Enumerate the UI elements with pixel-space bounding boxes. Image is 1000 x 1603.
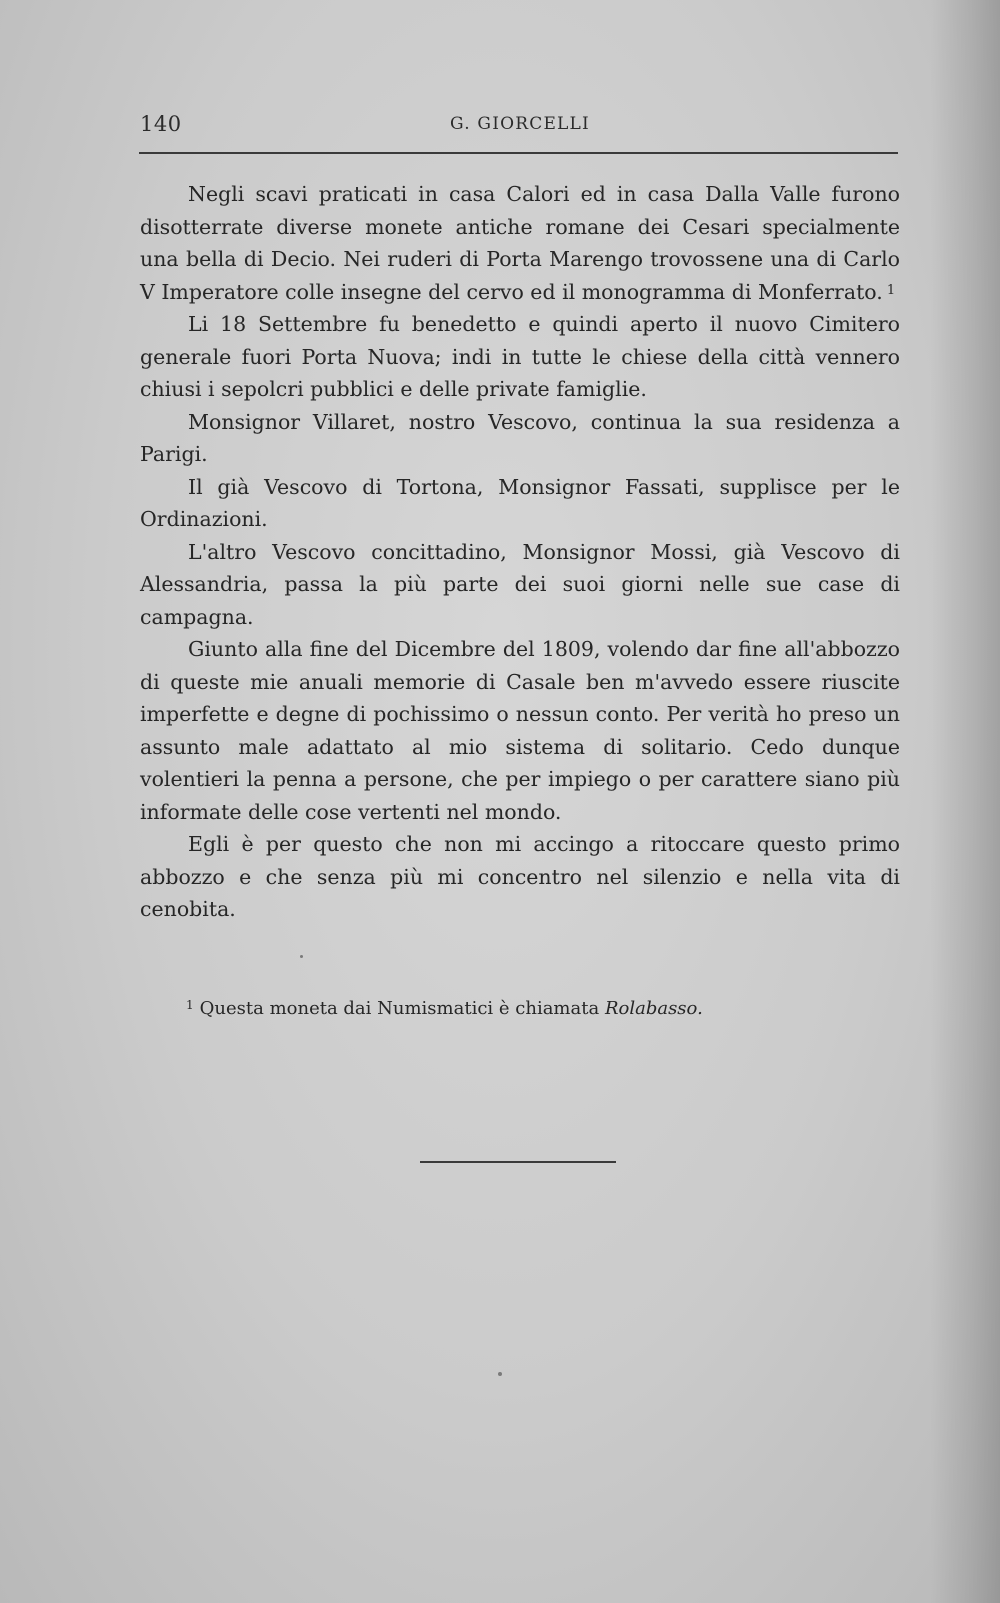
end-rule [420, 1161, 616, 1163]
page-header [140, 108, 900, 148]
paper-speck [300, 955, 303, 958]
paragraph: Giunto alla fine del Dicembre del 1809, volendo dar fine all'abbozzo di queste mie anuali memorie di Casale ben m'avvedo essere riuscite imperfette e degne di pochissimo o nessun conto. Per verità ho preso un assunto male adattato al mio sistema di solitario. Cedo dunque volentieri la penna a persone, che per impiego o per carattere siano più informate delle cose vertenti nel mondo. [140, 637, 900, 824]
footnote-marker[interactable]: 1 [886, 282, 896, 298]
paragraph: Li 18 Settembre fu benedetto e quindi aperto il nuovo Cimitero generale fuori Porta Nuova; indi in tutte le chiese della città vennero chiusi i sepolcri pubblici e delle private famiglie. [140, 312, 900, 401]
footnote [186, 996, 900, 1022]
paragraph: L'altro Vescovo concittadino, Monsignor Mossi, già Vescovo di Alessandria, passa la più parte dei suoi giorni nelle sue case di campagna. [140, 539, 900, 629]
paper-speck [498, 1372, 502, 1376]
header-rule [139, 152, 898, 154]
running-head: G. GIORCELLI [450, 114, 590, 134]
footnote-number: 1 [186, 998, 194, 1012]
paragraph: Egli è per questo che non mi accingo a ritoccare questo primo abbozzo e che senza più mi concentro nel silenzio e nella vita di cenobita. [140, 832, 900, 921]
page-edge-shadow [930, 0, 1000, 1603]
page-number: 140 [140, 112, 182, 136]
body-text [140, 178, 900, 926]
footnote-text: Questa moneta dai Numismatici è chiamata [199, 998, 600, 1019]
paragraph [140, 178, 900, 308]
paragraph: Monsignor Villaret, nostro Vescovo, continua la sua residenza a Parigi. [140, 409, 900, 466]
paragraph: Il già Vescovo di Tortona, Monsignor Fassati, supplisce per le Ordinazioni. [140, 474, 900, 531]
paragraph-text: Negli scavi praticati in casa Calori ed in casa Dalla Valle furono disotterrate diverse monete antiche romane dei Cesari specialmente una bella di Decio. Nei ruderi di Porta Marengo trovossene una di Carlo V Imperatore colle insegne del cervo ed il monogramma di Monferrato. [140, 182, 900, 304]
footnote-italic-term: Rolabasso. [604, 998, 703, 1019]
